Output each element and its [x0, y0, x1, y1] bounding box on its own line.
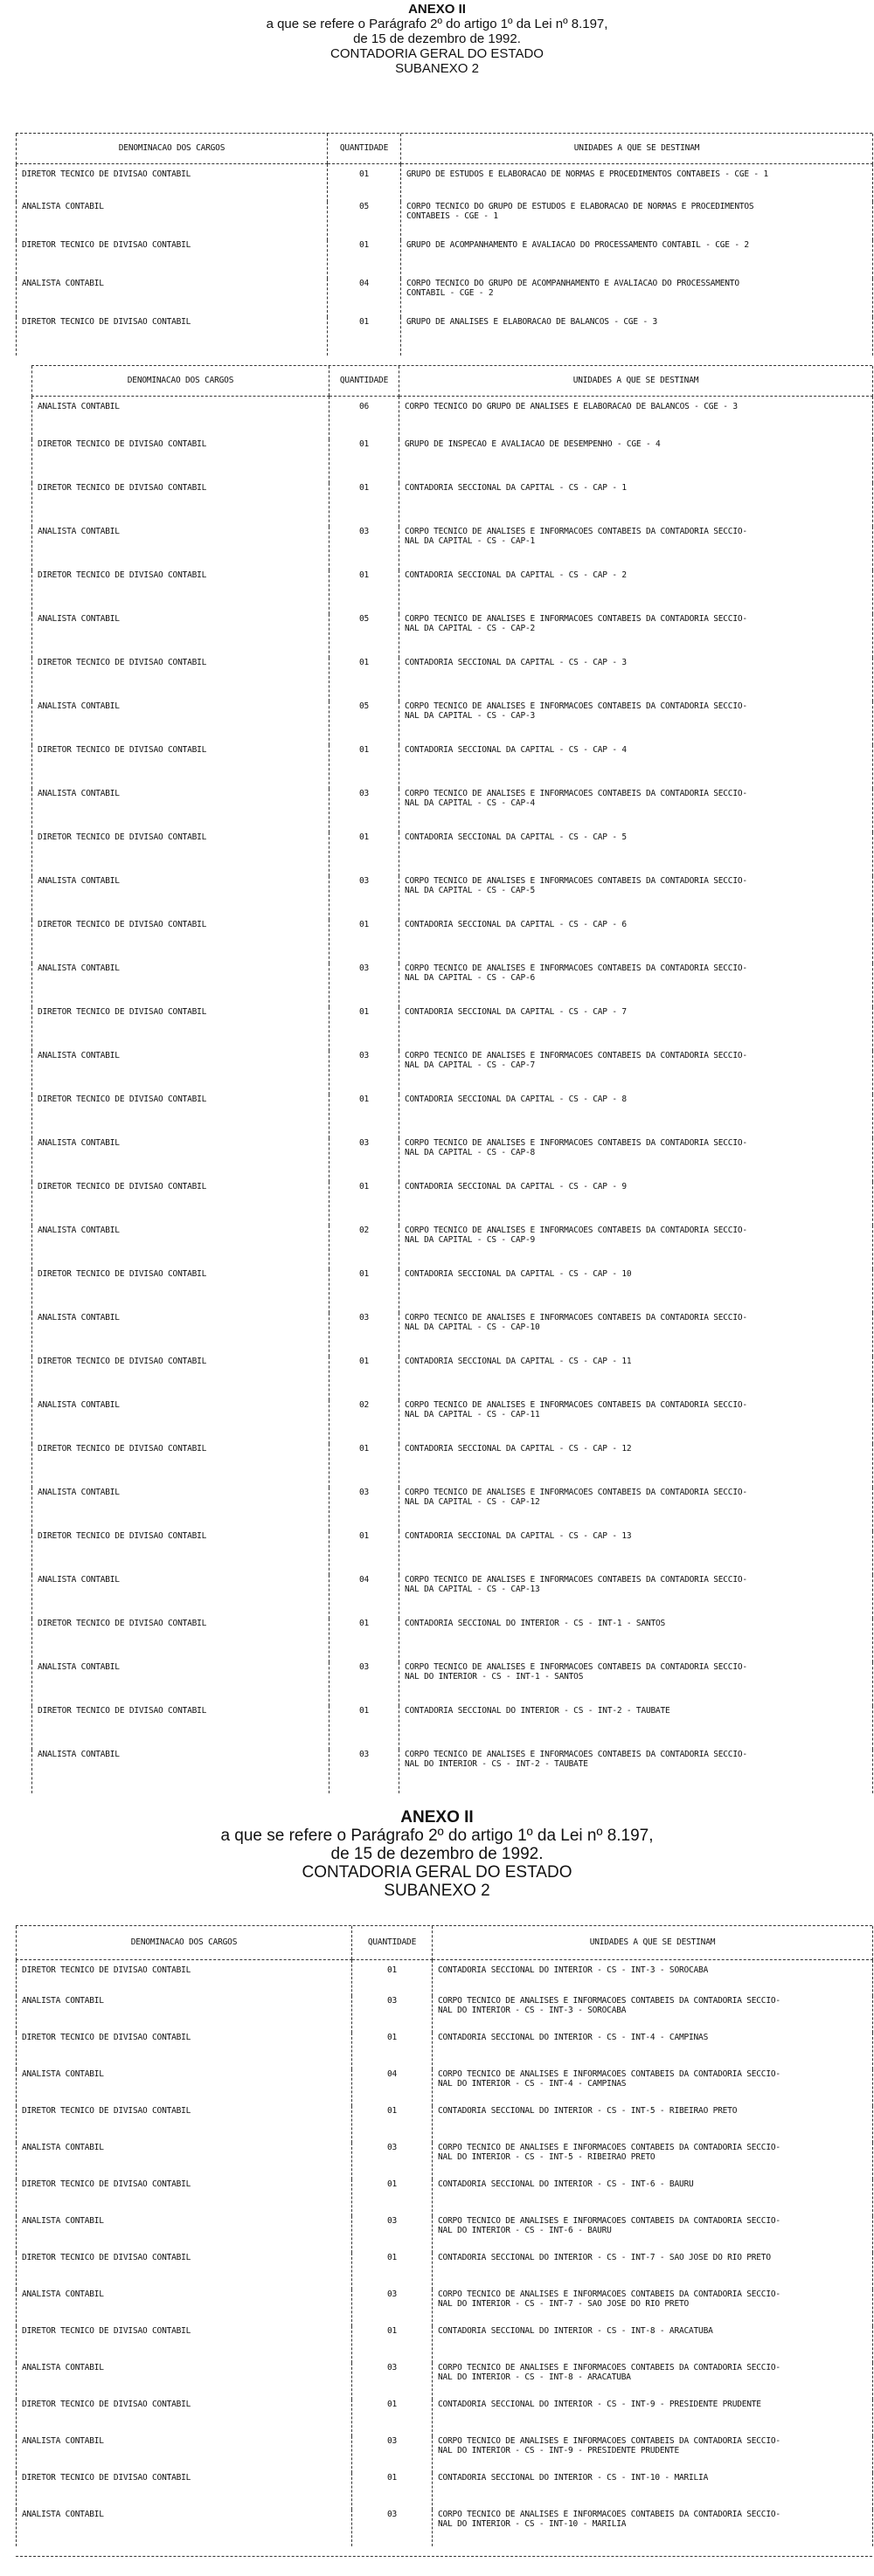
- quantity-cell: 01: [329, 745, 399, 789]
- table-row: [17, 317, 873, 356]
- unit-destination-cell: CORPO TECNICO DE ANALISES E INFORMACOES CONTABEIS DA CONTADORIA SECCIO- NAL DA CAPITAL - CS - CAP-7: [399, 1051, 873, 1095]
- position-title-cell: DIRETOR TECNICO DE DIVISAO CONTABIL: [17, 317, 328, 356]
- unit-destination-cell: CONTADORIA SECCIONAL DA CAPITAL - CS - CAP - 11: [399, 1357, 873, 1400]
- quantity-cell: 01: [352, 2253, 433, 2289]
- position-title-cell: DIRETOR TECNICO DE DIVISAO CONTABIL: [17, 2473, 352, 2510]
- quantity-cell: 03: [352, 2363, 433, 2400]
- position-title-cell: ANALISTA CONTABIL: [32, 963, 329, 1007]
- unit-destination-cell: CONTADORIA SECCIONAL DA CAPITAL - CS - CAP - 8: [399, 1095, 873, 1138]
- table-row: [17, 2510, 873, 2546]
- quantity-cell: 02: [329, 1400, 399, 1444]
- table-row: [32, 658, 873, 701]
- position-title-cell: ANALISTA CONTABIL: [17, 202, 328, 240]
- table-row: [17, 2473, 873, 2510]
- table-row: [32, 1619, 873, 1662]
- quantity-cell: 01: [329, 1269, 399, 1313]
- table-row: [17, 2326, 873, 2363]
- unit-destination-cell: CORPO TECNICO DE ANALISES E INFORMACOES CONTABEIS DA CONTADORIA SECCIO- NAL DO INTERIOR - CS - INT-2 - TAUBATE: [399, 1750, 873, 1793]
- position-title-cell: DIRETOR TECNICO DE DIVISAO CONTABIL: [32, 1095, 329, 1138]
- table-row: [17, 2436, 873, 2473]
- table-row: [32, 1269, 873, 1313]
- table-row: [32, 483, 873, 527]
- table-row: [32, 614, 873, 658]
- position-title-cell: ANALISTA CONTABIL: [32, 1750, 329, 1793]
- unit-destination-cell: GRUPO DE ACOMPANHAMENTO E AVALIACAO DO PROCESSAMENTO CONTABIL - CGE - 2: [401, 240, 873, 279]
- quantity-cell: 01: [328, 317, 401, 356]
- unit-destination-cell: GRUPO DE INSPECAO E AVALIACAO DE DESEMPENHO - CGE - 4: [399, 439, 873, 483]
- unit-destination-cell: CORPO TECNICO DE ANALISES E INFORMACOES CONTABEIS DA CONTADORIA SECCIO- NAL DA CAPITAL - CS - CAP-9: [399, 1226, 873, 1269]
- quantity-cell: 03: [352, 1996, 433, 2033]
- unit-destination-cell: CORPO TECNICO DE ANALISES E INFORMACOES CONTABEIS DA CONTADORIA SECCIO- NAL DA CAPITAL - CS - CAP-12: [399, 1488, 873, 1531]
- position-title-cell: ANALISTA CONTABIL: [32, 1051, 329, 1095]
- table-row: [32, 745, 873, 789]
- unit-destination-cell: CONTADORIA SECCIONAL DO INTERIOR - CS - INT-3 - SOROCABA: [433, 1959, 873, 1996]
- positions-table-2: [31, 366, 873, 1793]
- unit-destination-cell: CONTADORIA SECCIONAL DO INTERIOR - CS - INT-4 - CAMPINAS: [433, 2033, 873, 2069]
- table-row: [32, 1488, 873, 1531]
- quantity-cell: 03: [352, 2436, 433, 2473]
- table-row: [17, 202, 873, 240]
- quantity-cell: 04: [329, 1575, 399, 1619]
- position-title-cell: DIRETOR TECNICO DE DIVISAO CONTABIL: [32, 1444, 329, 1488]
- unit-destination-cell: CONTADORIA SECCIONAL DA CAPITAL - CS - CAP - 12: [399, 1444, 873, 1488]
- table-row: [32, 1662, 873, 1706]
- table-row: [17, 1959, 873, 1996]
- position-title-cell: ANALISTA CONTABIL: [32, 1400, 329, 1444]
- quantity-cell: 01: [352, 1959, 433, 1996]
- position-title-cell: DIRETOR TECNICO DE DIVISAO CONTABIL: [32, 1269, 329, 1313]
- annex-title: ANEXO II: [408, 2, 466, 17]
- position-title-cell: DIRETOR TECNICO DE DIVISAO CONTABIL: [32, 1357, 329, 1400]
- quantity-cell: 05: [328, 202, 401, 240]
- quantity-cell: 01: [329, 920, 399, 963]
- table-row: [32, 1138, 873, 1182]
- position-title-cell: ANALISTA CONTABIL: [32, 1226, 329, 1269]
- table-row: [32, 789, 873, 832]
- position-title-cell: DIRETOR TECNICO DE DIVISAO CONTABIL: [32, 439, 329, 483]
- unit-destination-cell: CONTADORIA SECCIONAL DO INTERIOR - CS - INT-8 - ARACATUBA: [433, 2326, 873, 2363]
- table-row: [32, 963, 873, 1007]
- quantity-cell: 01: [352, 2033, 433, 2069]
- position-title-cell: DIRETOR TECNICO DE DIVISAO CONTABIL: [32, 1007, 329, 1051]
- law-reference: a que se refere o Parágrafo 2º do artigo 1º da Lei nº 8.197,: [220, 1827, 654, 1845]
- table-row: [32, 832, 873, 876]
- table-row: [32, 1051, 873, 1095]
- unit-destination-cell: CORPO TECNICO DE ANALISES E INFORMACOES CONTABEIS DA CONTADORIA SECCIO- NAL DO INTERIOR - CS - INT-1 - SANTOS: [399, 1662, 873, 1706]
- table-row: [32, 701, 873, 745]
- unit-destination-cell: CORPO TECNICO DE ANALISES E INFORMACOES CONTABEIS DA CONTADORIA SECCIO- NAL DO INTERIOR - CS - INT-9 - PRESIDENTE PRUDENTE: [433, 2436, 873, 2473]
- law-date: de 15 de dezembro de 1992.: [330, 1845, 544, 1863]
- table-row: [17, 279, 873, 317]
- quantity-cell: 03: [329, 789, 399, 832]
- law-date: de 15 de dezembro de 1992.: [353, 31, 521, 46]
- unit-destination-cell: CORPO TECNICO DE ANALISES E INFORMACOES CONTABEIS DA CONTADORIA SECCIO- NAL DA CAPITAL - CS - CAP-5: [399, 876, 873, 920]
- unit-destination-cell: CORPO TECNICO DE ANALISES E INFORMACOES CONTABEIS DA CONTADORIA SECCIO- NAL DO INTERIOR - CS - INT-3 - SOROCABA: [433, 1996, 873, 2033]
- unit-destination-cell: CORPO TECNICO DE ANALISES E INFORMACOES CONTABEIS DA CONTADORIA SECCIO- NAL DA CAPITAL - CS - CAP-8: [399, 1138, 873, 1182]
- quantity-cell: 03: [329, 1750, 399, 1793]
- unit-destination-cell: CONTADORIA SECCIONAL DA CAPITAL - CS - CAP - 1: [399, 483, 873, 527]
- position-title-cell: DIRETOR TECNICO DE DIVISAO CONTABIL: [17, 240, 328, 279]
- quantity-cell: 01: [329, 832, 399, 876]
- position-title-cell: ANALISTA CONTABIL: [32, 701, 329, 745]
- table-row: [32, 527, 873, 570]
- unit-destination-cell: CORPO TECNICO DE ANALISES E INFORMACOES CONTABEIS DA CONTADORIA SECCIO- NAL DA CAPITAL - CS - CAP-13: [399, 1575, 873, 1619]
- position-title-cell: ANALISTA CONTABIL: [32, 1662, 329, 1706]
- quantity-cell: 01: [352, 2400, 433, 2436]
- quantity-cell: 01: [352, 2473, 433, 2510]
- table-row: [17, 2069, 873, 2106]
- quantity-cell: 03: [352, 2216, 433, 2253]
- column-header-unidades: UNIDADES A QUE SE DESTINAM: [399, 366, 873, 396]
- position-title-cell: ANALISTA CONTABIL: [17, 2216, 352, 2253]
- unit-destination-cell: CORPO TECNICO DO GRUPO DE ESTUDOS E ELABORACAO DE NORMAS E PROCEDIMENTOS CONTABEIS - CGE - 1: [401, 202, 873, 240]
- table-row: [32, 1750, 873, 1793]
- table-row: [32, 1095, 873, 1138]
- column-header-quantidade: QUANTIDADE: [329, 366, 399, 396]
- quantity-cell: 01: [328, 240, 401, 279]
- law-reference: a que se refere o Parágrafo 2º do artigo 1º da Lei nº 8.197,: [266, 17, 608, 31]
- unit-destination-cell: CONTADORIA SECCIONAL DA CAPITAL - CS - CAP - 2: [399, 570, 873, 614]
- table-row: [32, 570, 873, 614]
- position-title-cell: ANALISTA CONTABIL: [32, 396, 329, 439]
- unit-destination-cell: CORPO TECNICO DE ANALISES E INFORMACOES CONTABEIS DA CONTADORIA SECCIO- NAL DA CAPITAL - CS - CAP-1: [399, 527, 873, 570]
- position-title-cell: DIRETOR TECNICO DE DIVISAO CONTABIL: [32, 745, 329, 789]
- quantity-cell: 01: [329, 1619, 399, 1662]
- table-row: [17, 2179, 873, 2216]
- unit-destination-cell: CORPO TECNICO DE ANALISES E INFORMACOES CONTABEIS DA CONTADORIA SECCIO- NAL DO INTERIOR - CS - INT-7 - SAO JOSE DO RIO PRETO: [433, 2289, 873, 2326]
- position-title-cell: DIRETOR TECNICO DE DIVISAO CONTABIL: [32, 832, 329, 876]
- unit-destination-cell: CORPO TECNICO DE ANALISES E INFORMACOES CONTABEIS DA CONTADORIA SECCIO- NAL DO INTERIOR - CS - INT-10 - MARILIA: [433, 2510, 873, 2546]
- table3-bottom-rule: [16, 2556, 872, 2557]
- quantity-cell: 01: [329, 483, 399, 527]
- unit-destination-cell: CONTADORIA SECCIONAL DO INTERIOR - CS - INT-10 - MARILIA: [433, 2473, 873, 2510]
- table-row: [32, 920, 873, 963]
- position-title-cell: DIRETOR TECNICO DE DIVISAO CONTABIL: [17, 2179, 352, 2216]
- table-row: [32, 1357, 873, 1400]
- position-title-cell: DIRETOR TECNICO DE DIVISAO CONTABIL: [32, 1182, 329, 1226]
- table-row: [17, 2363, 873, 2400]
- page2-header: [0, 1808, 874, 1900]
- table-row: [32, 1313, 873, 1357]
- position-title-cell: ANALISTA CONTABIL: [17, 2510, 352, 2546]
- table-row: [32, 1444, 873, 1488]
- position-title-cell: ANALISTA CONTABIL: [32, 1313, 329, 1357]
- position-title-cell: DIRETOR TECNICO DE DIVISAO CONTABIL: [17, 163, 328, 202]
- position-title-cell: DIRETOR TECNICO DE DIVISAO CONTABIL: [32, 483, 329, 527]
- quantity-cell: 03: [329, 1138, 399, 1182]
- position-title-cell: ANALISTA CONTABIL: [32, 1488, 329, 1531]
- unit-destination-cell: CONTADORIA SECCIONAL DO INTERIOR - CS - INT-2 - TAUBATE: [399, 1706, 873, 1750]
- unit-destination-cell: CONTADORIA SECCIONAL DA CAPITAL - CS - CAP - 7: [399, 1007, 873, 1051]
- unit-destination-cell: CORPO TECNICO DE ANALISES E INFORMACOES CONTABEIS DA CONTADORIA SECCIO- NAL DO INTERIOR - CS - INT-6 - BAURU: [433, 2216, 873, 2253]
- table-row: [17, 2289, 873, 2326]
- position-title-cell: ANALISTA CONTABIL: [17, 2289, 352, 2326]
- unit-destination-cell: CONTADORIA SECCIONAL DA CAPITAL - CS - CAP - 13: [399, 1531, 873, 1575]
- position-title-cell: DIRETOR TECNICO DE DIVISAO CONTABIL: [17, 2253, 352, 2289]
- position-title-cell: ANALISTA CONTABIL: [17, 2069, 352, 2106]
- column-header-cargo: DENOMINACAO DOS CARGOS: [32, 366, 329, 396]
- quantity-cell: 03: [329, 1313, 399, 1357]
- position-title-cell: DIRETOR TECNICO DE DIVISAO CONTABIL: [17, 2326, 352, 2363]
- quantity-cell: 03: [329, 963, 399, 1007]
- table-row: [17, 163, 873, 202]
- position-title-cell: ANALISTA CONTABIL: [32, 527, 329, 570]
- unit-destination-cell: CORPO TECNICO DE ANALISES E INFORMACOES CONTABEIS DA CONTADORIA SECCIO- NAL DA CAPITAL - CS - CAP-4: [399, 789, 873, 832]
- quantity-cell: 04: [352, 2069, 433, 2106]
- position-title-cell: DIRETOR TECNICO DE DIVISAO CONTABIL: [32, 920, 329, 963]
- position-title-cell: ANALISTA CONTABIL: [17, 1996, 352, 2033]
- table-row: [32, 396, 873, 439]
- unit-destination-cell: CORPO TECNICO DE ANALISES E INFORMACOES CONTABEIS DA CONTADORIA SECCIO- NAL DO INTERIOR - CS - INT-8 - ARACATUBA: [433, 2363, 873, 2400]
- column-header-unidades: UNIDADES A QUE SE DESTINAM: [401, 134, 873, 163]
- quantity-cell: 01: [329, 1007, 399, 1051]
- quantity-cell: 05: [329, 614, 399, 658]
- unit-destination-cell: CONTADORIA SECCIONAL DA CAPITAL - CS - CAP - 9: [399, 1182, 873, 1226]
- unit-destination-cell: CORPO TECNICO DE ANALISES E INFORMACOES CONTABEIS DA CONTADORIA SECCIO- NAL DA CAPITAL - CS - CAP-11: [399, 1400, 873, 1444]
- subannex-title: SUBANEXO 2: [395, 61, 479, 76]
- table-row: [17, 1996, 873, 2033]
- position-title-cell: DIRETOR TECNICO DE DIVISAO CONTABIL: [32, 1531, 329, 1575]
- quantity-cell: 03: [329, 1488, 399, 1531]
- quantity-cell: 03: [329, 876, 399, 920]
- position-title-cell: ANALISTA CONTABIL: [32, 614, 329, 658]
- table-row: [32, 1531, 873, 1575]
- quantity-cell: 05: [329, 701, 399, 745]
- position-title-cell: ANALISTA CONTABIL: [32, 789, 329, 832]
- unit-destination-cell: CONTADORIA SECCIONAL DA CAPITAL - CS - CAP - 10: [399, 1269, 873, 1313]
- unit-destination-cell: CONTADORIA SECCIONAL DO INTERIOR - CS - INT-1 - SANTOS: [399, 1619, 873, 1662]
- quantity-cell: 01: [329, 1095, 399, 1138]
- table-row: [17, 2143, 873, 2179]
- agency-name: CONTADORIA GERAL DO ESTADO: [302, 1863, 572, 1882]
- position-title-cell: ANALISTA CONTABIL: [17, 2436, 352, 2473]
- unit-destination-cell: CONTADORIA SECCIONAL DO INTERIOR - CS - INT-5 - RIBEIRAO PRETO: [433, 2106, 873, 2143]
- column-header-quantidade: QUANTIDADE: [352, 1926, 433, 1959]
- unit-destination-cell: CORPO TECNICO DE ANALISES E INFORMACOES CONTABEIS DA CONTADORIA SECCIO- NAL DA CAPITAL - CS - CAP-3: [399, 701, 873, 745]
- position-title-cell: ANALISTA CONTABIL: [17, 279, 328, 317]
- position-title-cell: ANALISTA CONTABIL: [17, 2143, 352, 2179]
- unit-destination-cell: CORPO TECNICO DE ANALISES E INFORMACOES CONTABEIS DA CONTADORIA SECCIO- NAL DO INTERIOR - CS - INT-5 - RIBEIRAO PRETO: [433, 2143, 873, 2179]
- quantity-cell: 03: [352, 2289, 433, 2326]
- quantity-cell: 01: [328, 163, 401, 202]
- position-title-cell: ANALISTA CONTABIL: [32, 1138, 329, 1182]
- table-row: [32, 1007, 873, 1051]
- position-title-cell: DIRETOR TECNICO DE DIVISAO CONTABIL: [17, 2033, 352, 2069]
- table-row: [17, 2253, 873, 2289]
- quantity-cell: 01: [329, 1706, 399, 1750]
- position-title-cell: DIRETOR TECNICO DE DIVISAO CONTABIL: [32, 1706, 329, 1750]
- table-row: [32, 1575, 873, 1619]
- column-header-cargo: DENOMINACAO DOS CARGOS: [17, 134, 328, 163]
- quantity-cell: 03: [329, 527, 399, 570]
- unit-destination-cell: CONTADORIA SECCIONAL DA CAPITAL - CS - CAP - 4: [399, 745, 873, 789]
- table-row: [17, 2216, 873, 2253]
- positions-table-3: [16, 1926, 873, 2546]
- table-row: [32, 1226, 873, 1269]
- column-header-cargo: DENOMINACAO DOS CARGOS: [17, 1926, 352, 1959]
- unit-destination-cell: GRUPO DE ESTUDOS E ELABORACAO DE NORMAS E PROCEDIMENTOS CONTABEIS - CGE - 1: [401, 163, 873, 202]
- column-header-quantidade: QUANTIDADE: [328, 134, 401, 163]
- unit-destination-cell: CONTADORIA SECCIONAL DO INTERIOR - CS - INT-6 - BAURU: [433, 2179, 873, 2216]
- quantity-cell: 01: [352, 2179, 433, 2216]
- position-title-cell: ANALISTA CONTABIL: [32, 1575, 329, 1619]
- unit-destination-cell: CORPO TECNICO DE ANALISES E INFORMACOES CONTABEIS DA CONTADORIA SECCIO- NAL DO INTERIOR - CS - INT-4 - CAMPINAS: [433, 2069, 873, 2106]
- quantity-cell: 01: [329, 1357, 399, 1400]
- unit-destination-cell: GRUPO DE ANALISES E ELABORACAO DE BALANCOS - CGE - 3: [401, 317, 873, 356]
- table-row: [17, 2400, 873, 2436]
- unit-destination-cell: CORPO TECNICO DO GRUPO DE ACOMPANHAMENTO E AVALIACAO DO PROCESSAMENTO CONTABIL - CGE - 2: [401, 279, 873, 317]
- position-title-cell: ANALISTA CONTABIL: [32, 876, 329, 920]
- unit-destination-cell: CONTADORIA SECCIONAL DO INTERIOR - CS - INT-7 - SAO JOSE DO RIO PRETO: [433, 2253, 873, 2289]
- quantity-cell: 01: [329, 439, 399, 483]
- quantity-cell: 03: [329, 1051, 399, 1095]
- table-row: [32, 1706, 873, 1750]
- unit-destination-cell: CORPO TECNICO DE ANALISES E INFORMACOES CONTABEIS DA CONTADORIA SECCIO- NAL DA CAPITAL - CS - CAP-10: [399, 1313, 873, 1357]
- position-title-cell: DIRETOR TECNICO DE DIVISAO CONTABIL: [32, 570, 329, 614]
- quantity-cell: 03: [352, 2510, 433, 2546]
- unit-destination-cell: CORPO TECNICO DO GRUPO DE ANALISES E ELABORACAO DE BALANCOS - CGE - 3: [399, 396, 873, 439]
- unit-destination-cell: CONTADORIA SECCIONAL DO INTERIOR - CS - INT-9 - PRESIDENTE PRUDENTE: [433, 2400, 873, 2436]
- position-title-cell: DIRETOR TECNICO DE DIVISAO CONTABIL: [17, 1959, 352, 1996]
- table-row: [17, 2033, 873, 2069]
- position-title-cell: ANALISTA CONTABIL: [17, 2363, 352, 2400]
- table-row: [32, 1182, 873, 1226]
- unit-destination-cell: CONTADORIA SECCIONAL DA CAPITAL - CS - CAP - 5: [399, 832, 873, 876]
- quantity-cell: 06: [329, 396, 399, 439]
- quantity-cell: 01: [352, 2106, 433, 2143]
- table-row: [32, 1400, 873, 1444]
- quantity-cell: 04: [328, 279, 401, 317]
- position-title-cell: DIRETOR TECNICO DE DIVISAO CONTABIL: [32, 1619, 329, 1662]
- position-title-cell: DIRETOR TECNICO DE DIVISAO CONTABIL: [17, 2106, 352, 2143]
- position-title-cell: DIRETOR TECNICO DE DIVISAO CONTABIL: [32, 658, 329, 701]
- agency-name: CONTADORIA GERAL DO ESTADO: [330, 46, 544, 61]
- unit-destination-cell: CONTADORIA SECCIONAL DA CAPITAL - CS - CAP - 6: [399, 920, 873, 963]
- unit-destination-cell: CONTADORIA SECCIONAL DA CAPITAL - CS - CAP - 3: [399, 658, 873, 701]
- table-row: [17, 240, 873, 279]
- unit-destination-cell: CORPO TECNICO DE ANALISES E INFORMACOES CONTABEIS DA CONTADORIA SECCIO- NAL DA CAPITAL - CS - CAP-6: [399, 963, 873, 1007]
- subannex-title: SUBANEXO 2: [384, 1882, 490, 1900]
- table-row: [32, 439, 873, 483]
- quantity-cell: 03: [352, 2143, 433, 2179]
- annex-title: ANEXO II: [400, 1808, 474, 1827]
- quantity-cell: 01: [329, 1531, 399, 1575]
- table-row: [32, 876, 873, 920]
- quantity-cell: 01: [329, 658, 399, 701]
- unit-destination-cell: CORPO TECNICO DE ANALISES E INFORMACOES CONTABEIS DA CONTADORIA SECCIO- NAL DA CAPITAL - CS - CAP-2: [399, 614, 873, 658]
- quantity-cell: 02: [329, 1226, 399, 1269]
- page1-header: [0, 2, 874, 76]
- quantity-cell: 01: [329, 570, 399, 614]
- positions-table-1: [16, 134, 873, 356]
- quantity-cell: 01: [352, 2326, 433, 2363]
- quantity-cell: 01: [329, 1444, 399, 1488]
- quantity-cell: 03: [329, 1662, 399, 1706]
- table-row: [17, 2106, 873, 2143]
- position-title-cell: DIRETOR TECNICO DE DIVISAO CONTABIL: [17, 2400, 352, 2436]
- quantity-cell: 01: [329, 1182, 399, 1226]
- column-header-unidades: UNIDADES A QUE SE DESTINAM: [433, 1926, 873, 1959]
